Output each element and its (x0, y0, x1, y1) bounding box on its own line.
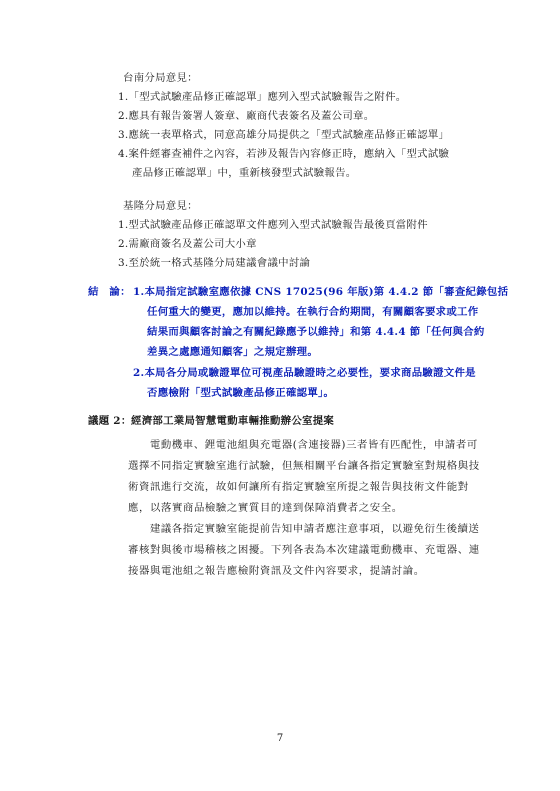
conclusion-line-2: 任何重大的變更，應加以維持。在執行合約期間，有關顧客要求或工作 (147, 306, 479, 318)
conclusion-line-5: 2.本局各分局或驗證單位可視產品驗證時之必要性，要求商品驗證文件是 (133, 367, 476, 379)
keelung-item-3: 3.至於統一格式基隆分局建議會議中討論 (118, 257, 311, 269)
keelung-heading: 基隆分局意見： (123, 200, 198, 212)
topic2-paragraph-1: 電動機車、鋰電池組與充電器(含連接器)三者皆有匹配性，申請者可選擇不同指定實驗室進行試驗，但無相關平台讓各指定實驗室對規格與技術資訊進行交流，故如何讓所有指定實驗室所提之報告與技術文件能對應，以落實商品檢驗之實質目的達到保障消費者之安全。 (128, 439, 480, 514)
conclusion-line-3: 結果而與顧客討論之有關紀錄應予以維持」和第 4.4.4 節「任何與合約 (147, 326, 485, 338)
tainan-item-3: 3.應統一表單格式，同意高雄分局提供之「型式試驗產品修正確認單」 (118, 129, 450, 141)
keelung-item-2: 2.需廠商簽名及蓋公司大小章 (118, 238, 257, 250)
topic2-paragraph-2: 建議各指定實驗室能提前告知申請者應注意事項，以避免衍生後續送審核對與後市場稽核之困擾。下列各表為本次建議電動機車、充電器、連接器與電池組之報告應檢附資訊及文件內容要求，提請討論。 (128, 523, 480, 577)
conclusion-line-6: 否應檢附「型式試驗產品修正確認單」。 (147, 387, 335, 399)
topic2-title: 經濟部工業局智慧電動車輛推動辦公室提案 (131, 415, 335, 427)
conclusion-label: 結 論： (88, 286, 131, 298)
conclusion-line-4: 差異之處應通知顧客」之規定辦理。 (147, 346, 319, 358)
tainan-heading: 台南分局意見： (123, 72, 198, 84)
page-number: 7 (276, 733, 284, 744)
tainan-item-2: 2.應具有報告簽署人簽章、廠商代表簽名及蓋公司章。 (118, 110, 375, 122)
tainan-item-4-cont: 產品修正確認單」中，重新核發型式試驗報告。 (132, 167, 357, 179)
tainan-item-4: 4.案件經審查補件之內容，若涉及報告內容修正時，應納入「型式試驗 (118, 148, 450, 160)
tainan-item-1: 1.「型式試驗產品修正確認單」應列入型式試驗報告之附件。 (118, 91, 407, 103)
conclusion-line-1: 1.本局指定試驗室應依據 CNS 17025(96 年版)第 4.4.2 節「審查紀錄包括 (133, 286, 509, 298)
topic2-label: 議題 2： (88, 415, 132, 427)
keelung-item-1: 1.型式試驗產品修正確認單文件應列入型式試驗報告最後頁當附件 (118, 219, 428, 231)
